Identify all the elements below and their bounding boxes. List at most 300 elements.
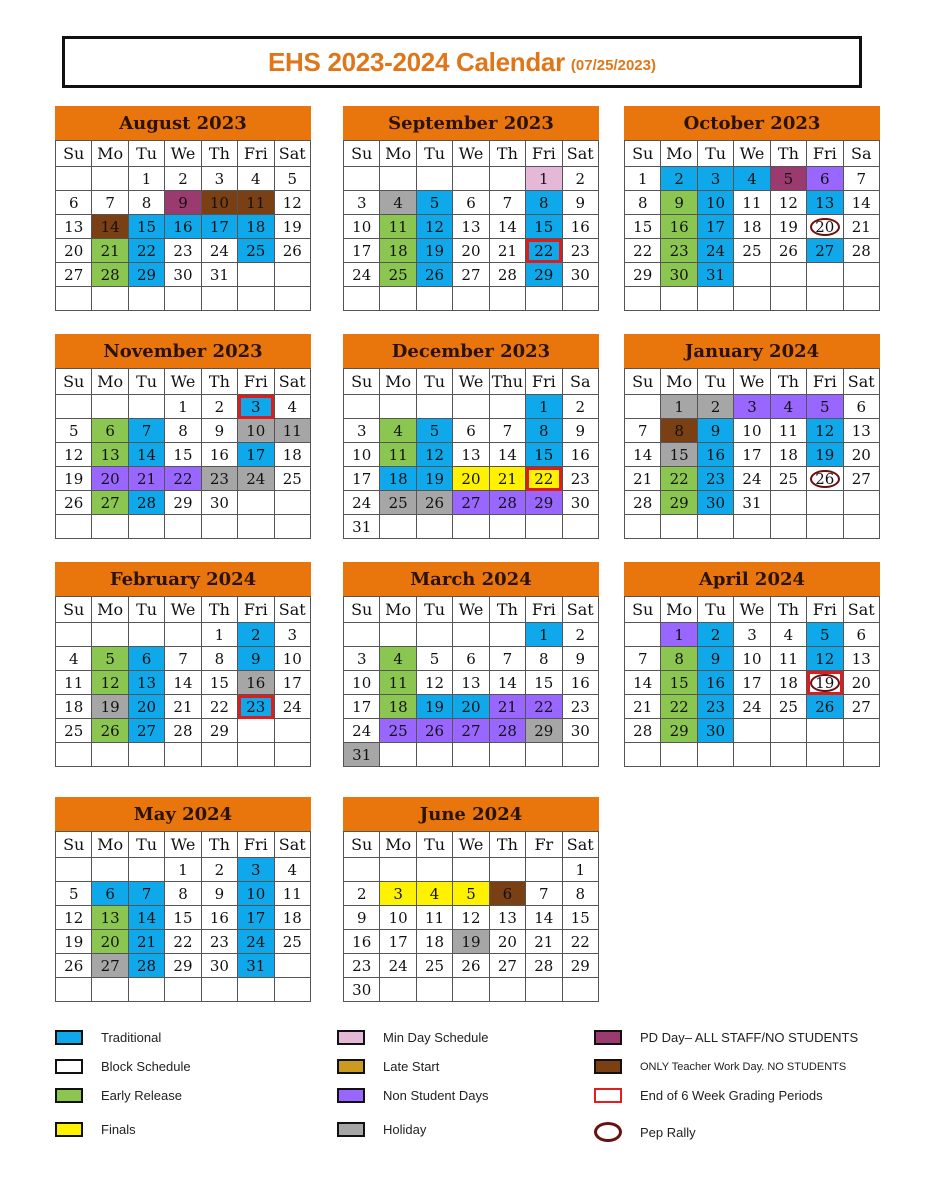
day-number: 20 [461,697,481,716]
day-number: 2 [710,625,721,644]
day-number: 30 [669,265,689,284]
day-cell [238,906,274,930]
week-row [344,671,599,695]
day-cell [380,719,416,743]
day-cell [56,882,92,906]
day-cell [92,419,128,443]
day-cell [489,671,525,695]
day-number: 20 [461,469,481,488]
day-number: 5 [287,169,298,188]
legend-swatch-icon [594,1030,622,1045]
week-row [625,419,880,443]
day-cell [56,671,92,695]
day-cell [526,263,562,287]
week-row [344,263,599,287]
day-number: 8 [214,649,225,668]
empty-cell [526,287,562,311]
legend-label: Late Start [383,1059,440,1074]
day-number: 18 [282,908,302,927]
weekday-label: Mo [92,369,128,395]
weekday-label: Fri [807,369,843,395]
weekday-label: Tu [416,369,452,395]
day-number: 9 [710,421,721,440]
legend-label: Block Schedule [101,1059,191,1074]
legend-item-late [337,1059,439,1074]
day-cell [128,954,164,978]
day-number: 5 [820,397,830,416]
empty-cell [697,287,733,311]
week-row [625,467,880,491]
day-cell [562,930,598,954]
day-cell [453,695,489,719]
month-october-2023 [624,106,880,311]
calendar-title-box [62,36,862,88]
day-cell [274,467,310,491]
day-number: 16 [570,445,590,464]
day-number: 20 [851,673,871,692]
weekday-label: We [734,369,770,395]
day-cell [92,467,128,491]
day-number: 6 [105,421,115,440]
day-number: 6 [502,884,513,903]
day-number: 15 [209,673,229,692]
day-cell [807,239,843,263]
week-row [56,647,311,671]
day-number: 5 [429,649,440,668]
day-number: 23 [173,241,193,260]
day-number: 16 [173,217,193,236]
legend-label: ONLY Teacher Work Day. NO STUDENTS [640,1060,847,1073]
day-number: 25 [246,241,266,260]
day-number: 30 [570,493,590,512]
weekday-label: Sat [274,832,310,858]
week-row [344,743,599,767]
legend-item-grading [594,1088,823,1103]
day-cell [770,695,806,719]
day-number: 9 [214,884,225,903]
day-number: 2 [178,169,188,188]
day-number: 5 [68,421,79,440]
week-row [56,467,311,491]
day-cell [807,467,843,491]
weekday-label: Th [201,832,237,858]
day-number: 22 [669,697,689,716]
day-number: 4 [783,625,794,644]
empty-cell [128,287,164,311]
day-number: 24 [282,697,302,716]
day-cell [128,191,164,215]
empty-cell [238,743,274,767]
empty-cell [807,515,843,539]
day-number: 6 [466,193,476,212]
day-number: 23 [570,469,590,488]
day-cell [56,467,92,491]
day-cell [128,930,164,954]
month-table [343,596,599,767]
day-cell [56,954,92,978]
weekday-label: Su [56,141,92,167]
day-number: 25 [64,721,84,740]
day-number: 10 [209,193,229,212]
day-number: 4 [287,860,298,879]
day-cell [128,906,164,930]
day-cell [489,239,525,263]
day-number: 17 [352,241,372,260]
day-cell [734,623,770,647]
empty-cell [453,395,489,419]
day-number: 4 [68,649,79,668]
day-number: 24 [246,932,266,951]
day-cell [128,719,164,743]
day-number: 22 [633,241,653,260]
day-cell [734,419,770,443]
day-cell [238,954,274,978]
day-cell [416,930,452,954]
day-cell [238,467,274,491]
empty-cell [238,978,274,1002]
weekday-label: Th [201,369,237,395]
day-number: 29 [669,721,689,740]
calendar-revision-date: (07/25/2023) [570,56,656,74]
day-cell [661,695,697,719]
week-row [344,954,599,978]
day-number: 20 [497,932,517,951]
day-cell [734,167,770,191]
day-number: 16 [669,217,689,236]
empty-cell [807,491,843,515]
day-number: 11 [388,673,408,692]
day-number: 25 [742,241,762,260]
day-cell [697,239,733,263]
weekday-header-row [56,141,311,167]
month-title: March 2024 [343,562,599,596]
day-number: 12 [425,673,445,692]
day-cell [344,743,380,767]
week-row [56,395,311,419]
empty-cell [92,858,128,882]
weekday-label: Sat [562,141,598,167]
day-cell [416,719,452,743]
day-cell [92,239,128,263]
day-cell [734,191,770,215]
week-row [625,263,880,287]
week-row [344,647,599,671]
day-number: 22 [137,241,157,260]
day-number: 1 [539,625,549,644]
empty-cell [344,395,380,419]
weekday-label: Sa [843,141,879,167]
empty-cell [770,515,806,539]
day-number: 14 [534,908,554,927]
day-number: 21 [137,932,157,951]
day-cell [416,419,452,443]
day-number: 23 [570,241,590,260]
empty-cell [92,743,128,767]
day-cell [92,647,128,671]
weekday-label: Th [201,141,237,167]
day-number: 20 [815,217,835,236]
day-number: 27 [100,493,120,512]
day-cell [489,491,525,515]
empty-cell [453,167,489,191]
week-row [56,743,311,767]
day-number: 8 [539,421,549,440]
week-row [625,515,880,539]
week-row [56,882,311,906]
day-cell [453,719,489,743]
empty-cell [274,743,310,767]
empty-cell [128,858,164,882]
month-table [55,831,311,1002]
day-cell [734,647,770,671]
day-number: 26 [282,241,302,260]
month-table [624,140,880,311]
day-cell [380,954,416,978]
week-row [344,467,599,491]
day-number: 2 [674,169,684,188]
day-number: 12 [425,217,445,236]
day-number: 8 [178,421,188,440]
weekday-label: Fri [807,597,843,623]
day-cell [843,671,879,695]
week-row [625,719,880,743]
day-cell [416,191,452,215]
day-number: 27 [851,697,871,716]
empty-cell [416,167,452,191]
day-number: 19 [461,932,481,951]
week-row [56,978,311,1002]
day-cell [697,215,733,239]
empty-cell [238,263,274,287]
empty-cell [697,515,733,539]
day-cell [238,623,274,647]
day-cell [453,882,489,906]
empty-cell [734,719,770,743]
week-row [625,623,880,647]
weekday-label: We [165,369,201,395]
day-cell [562,882,598,906]
empty-cell [526,978,562,1002]
day-cell [201,719,237,743]
day-cell [274,239,310,263]
day-number: 28 [137,493,157,512]
day-number: 17 [352,469,372,488]
day-cell [526,906,562,930]
day-number: 8 [575,884,586,903]
weekday-label: Th [489,597,525,623]
weekday-label: We [453,832,489,858]
month-table [55,368,311,539]
day-cell [661,443,697,467]
day-number: 28 [497,493,517,512]
day-cell [128,215,164,239]
weekday-header-row [625,597,880,623]
legend-label: PD Day– ALL STAFF/NO STUDENTS [640,1030,859,1045]
day-cell [526,954,562,978]
weekday-label: Th [770,597,806,623]
weekday-label: Mo [380,597,416,623]
day-cell [562,719,598,743]
day-cell [165,395,201,419]
day-cell [697,647,733,671]
day-cell [380,419,416,443]
empty-cell [562,287,598,311]
day-number: 10 [246,884,266,903]
day-cell [562,443,598,467]
day-number: 23 [570,697,590,716]
day-cell [697,419,733,443]
legend-label: Traditional [101,1030,162,1045]
empty-cell [92,623,128,647]
day-number: 29 [669,493,689,512]
day-number: 21 [633,697,653,716]
day-number: 1 [539,397,549,416]
day-cell [770,215,806,239]
weekday-label: Su [56,832,92,858]
day-cell [697,671,733,695]
day-number: 13 [461,217,481,236]
week-row [344,287,599,311]
day-cell [697,191,733,215]
day-number: 16 [706,673,726,692]
day-cell [489,215,525,239]
day-number: 29 [137,265,157,284]
day-cell [843,395,879,419]
weekday-label: Sat [843,369,879,395]
day-cell [165,443,201,467]
weekday-label: We [165,597,201,623]
day-number: 7 [637,421,648,440]
empty-cell [625,623,661,647]
day-cell [661,467,697,491]
day-cell [526,491,562,515]
day-cell [734,491,770,515]
empty-cell [625,743,661,767]
week-row [625,491,880,515]
day-cell [165,467,201,491]
day-cell [165,215,201,239]
day-number: 2 [251,625,261,644]
empty-cell [416,978,452,1002]
day-number: 18 [778,673,798,692]
weekday-label: Sat [843,597,879,623]
empty-cell [416,623,452,647]
day-cell [770,239,806,263]
day-cell [697,491,733,515]
day-cell [274,671,310,695]
day-cell [489,467,525,491]
legend-label: Min Day Schedule [383,1030,489,1045]
day-cell [165,491,201,515]
day-number: 19 [64,932,84,951]
month-title: October 2023 [624,106,880,140]
day-cell [201,882,237,906]
day-number: 8 [141,193,152,212]
week-row [344,215,599,239]
day-cell [734,239,770,263]
day-cell [453,954,489,978]
day-cell [661,671,697,695]
empty-cell [453,743,489,767]
day-number: 8 [637,193,648,212]
day-cell [92,719,128,743]
weekday-label: Tu [416,597,452,623]
weekday-header-row [625,141,880,167]
empty-cell [238,515,274,539]
empty-cell [661,287,697,311]
day-cell [344,443,380,467]
day-number: 13 [100,445,120,464]
month-title: April 2024 [624,562,880,596]
empty-cell [92,515,128,539]
month-june-2024 [343,797,599,1002]
week-row [344,491,599,515]
day-number: 19 [425,697,445,716]
day-cell [489,695,525,719]
empty-cell [344,167,380,191]
day-cell [165,191,201,215]
day-number: 30 [209,493,229,512]
empty-cell [201,287,237,311]
month-april-2024 [624,562,880,767]
day-number: 28 [100,265,120,284]
legend-label: Finals [101,1122,136,1137]
day-cell [201,858,237,882]
day-number: 18 [778,445,798,464]
day-cell [453,191,489,215]
day-cell [562,191,598,215]
day-cell [201,443,237,467]
day-number: 11 [282,421,302,440]
day-number: 24 [352,721,372,740]
day-number: 2 [575,169,586,188]
day-cell [562,419,598,443]
empty-cell [489,515,525,539]
day-cell [526,719,562,743]
day-cell [92,882,128,906]
day-number: 15 [173,445,193,464]
day-cell [625,491,661,515]
day-cell [625,239,661,263]
empty-cell [770,719,806,743]
day-cell [416,647,452,671]
weekday-label: Th [770,369,806,395]
day-cell [489,906,525,930]
weekday-header-row [56,832,311,858]
weekday-label: Fr [526,832,562,858]
day-number: 18 [246,217,266,236]
day-number: 29 [534,721,554,740]
month-table [624,596,880,767]
day-number: 15 [633,217,653,236]
empty-cell [843,515,879,539]
day-cell [380,882,416,906]
day-number: 1 [575,860,586,879]
legend-swatch-icon [55,1122,83,1137]
day-cell [625,467,661,491]
day-number: 17 [282,673,302,692]
day-number: 22 [209,697,229,716]
day-cell [697,467,733,491]
day-cell [274,930,310,954]
weekday-label: Tu [128,597,164,623]
day-number: 19 [815,445,835,464]
day-number: 23 [209,932,229,951]
empty-cell [238,719,274,743]
day-cell [697,695,733,719]
day-cell [453,906,489,930]
day-cell [489,263,525,287]
